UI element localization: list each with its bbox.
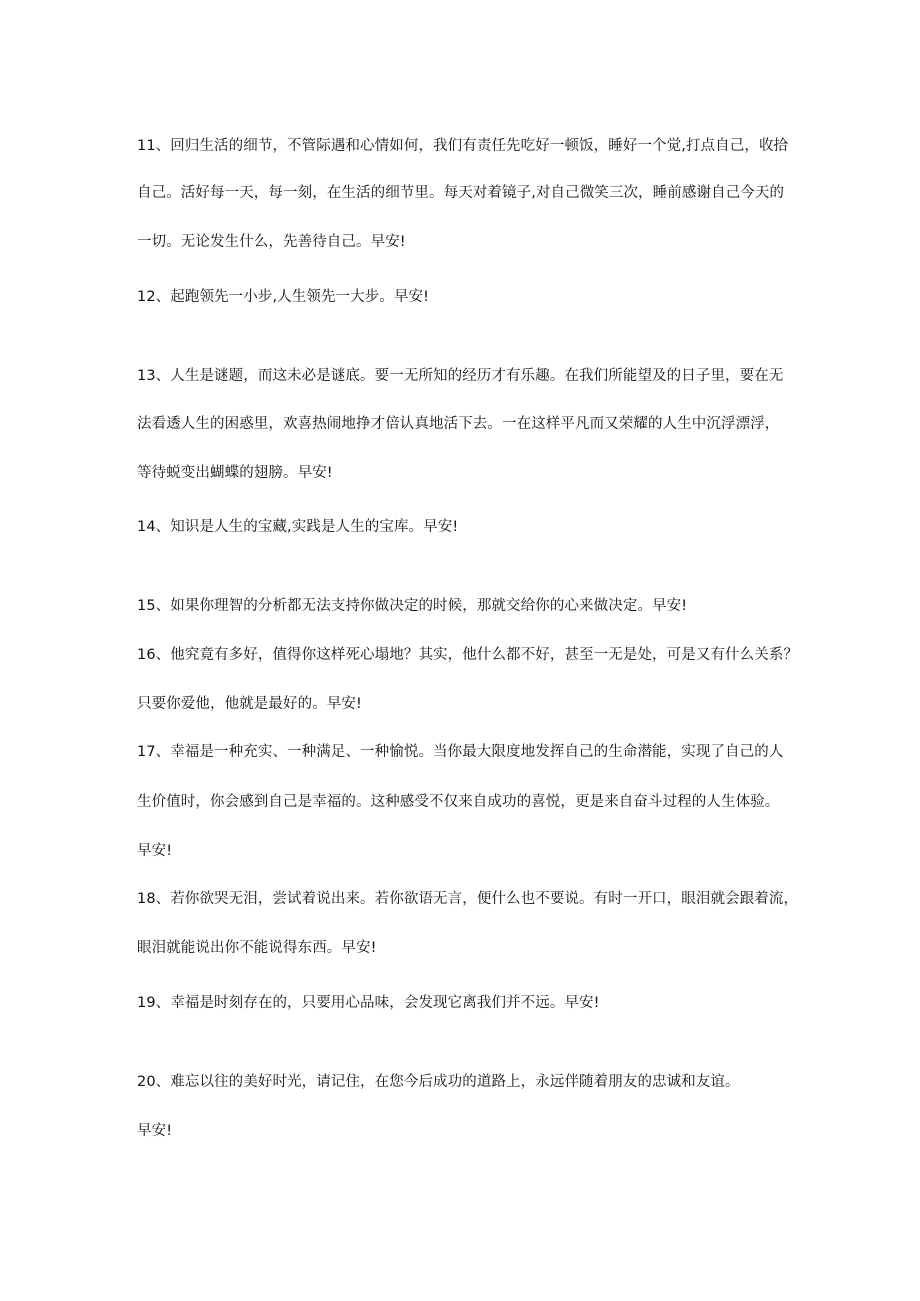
text-line-item14: 14、知识是人生的宝藏,实践是人生的宝库。早安! xyxy=(137,519,459,535)
text-line-item15: 15、如果你理智的分析都无法支持你做决定的时候，那就交给你的心来做决定。早安! xyxy=(137,598,688,614)
text-line-item17-2: 生价值时，你会感到自己是幸福的。这种感受不仅来自成功的喜悦，更是来自奋斗过程的人生体验。 xyxy=(137,794,780,810)
text-line-item12: 12、起跑领先一小步,人生领先一大步。早安! xyxy=(137,289,430,305)
text-line-item17-1: 17、幸福是一种充实、一种满足、一种愉悦。当你最大限度地发挥自己的生命潜能，实现了自己的人 xyxy=(137,744,784,760)
text-line-item16-2: 只要你爱他，他就是最好的。早安! xyxy=(137,696,362,712)
text-line-item13-3: 等待蜕变出蝴蝶的翅膀。早安! xyxy=(137,465,333,481)
text-line-item17-3: 早安! xyxy=(137,843,173,859)
text-line-item11-3: 一切。无论发生什么，先善待自己。早安! xyxy=(137,234,406,250)
text-line-item11-1: 11、回归生活的细节，不管际遇和心情如何，我们有责任先吃好一顿饭，睡好一个觉,打点自己，收拾 xyxy=(137,138,789,154)
text-line-item18-2: 眼泪就能说出你不能说得东西。早安! xyxy=(137,940,377,956)
text-line-item13-2: 法看透人生的困惑里，欢喜热闹地挣才倍认真地活下去。一在这样平凡而又荣耀的人生中沉浮漂浮， xyxy=(137,416,780,432)
text-line-item20-1: 20、难忘以往的美好时光，请记住，在您今后成功的道路上，永远伴随着朋友的忠诚和友谊。 xyxy=(137,1074,740,1090)
text-line-item16-1: 16、他究竟有多好，值得你这样死心塌地？其实，他什么都不好，甚至一无是处，可是又有什么关系？ xyxy=(137,647,799,663)
text-line-item13-1: 13、人生是谜题，而这未必是谜底。要一无所知的经历才有乐趣。在我们所能望及的日子里，要在无 xyxy=(137,368,784,384)
text-line-item11-2: 自己。活好每一天，每一刻，在生活的细节里。每天对着镜子,对自己微笑三次，睡前感谢自己今天的 xyxy=(137,185,785,201)
text-line-item18-1: 18、若你欲哭无泪，尝试着说出来。若你欲语无言，便什么也不要说。有时一开口，眼泪就会跟着流， xyxy=(137,891,799,907)
text-line-item20-2: 早安! xyxy=(137,1123,173,1139)
text-line-item19: 19、幸福是时刻存在的，只要用心品味，会发现它离我们并不远。早安! xyxy=(137,995,600,1011)
